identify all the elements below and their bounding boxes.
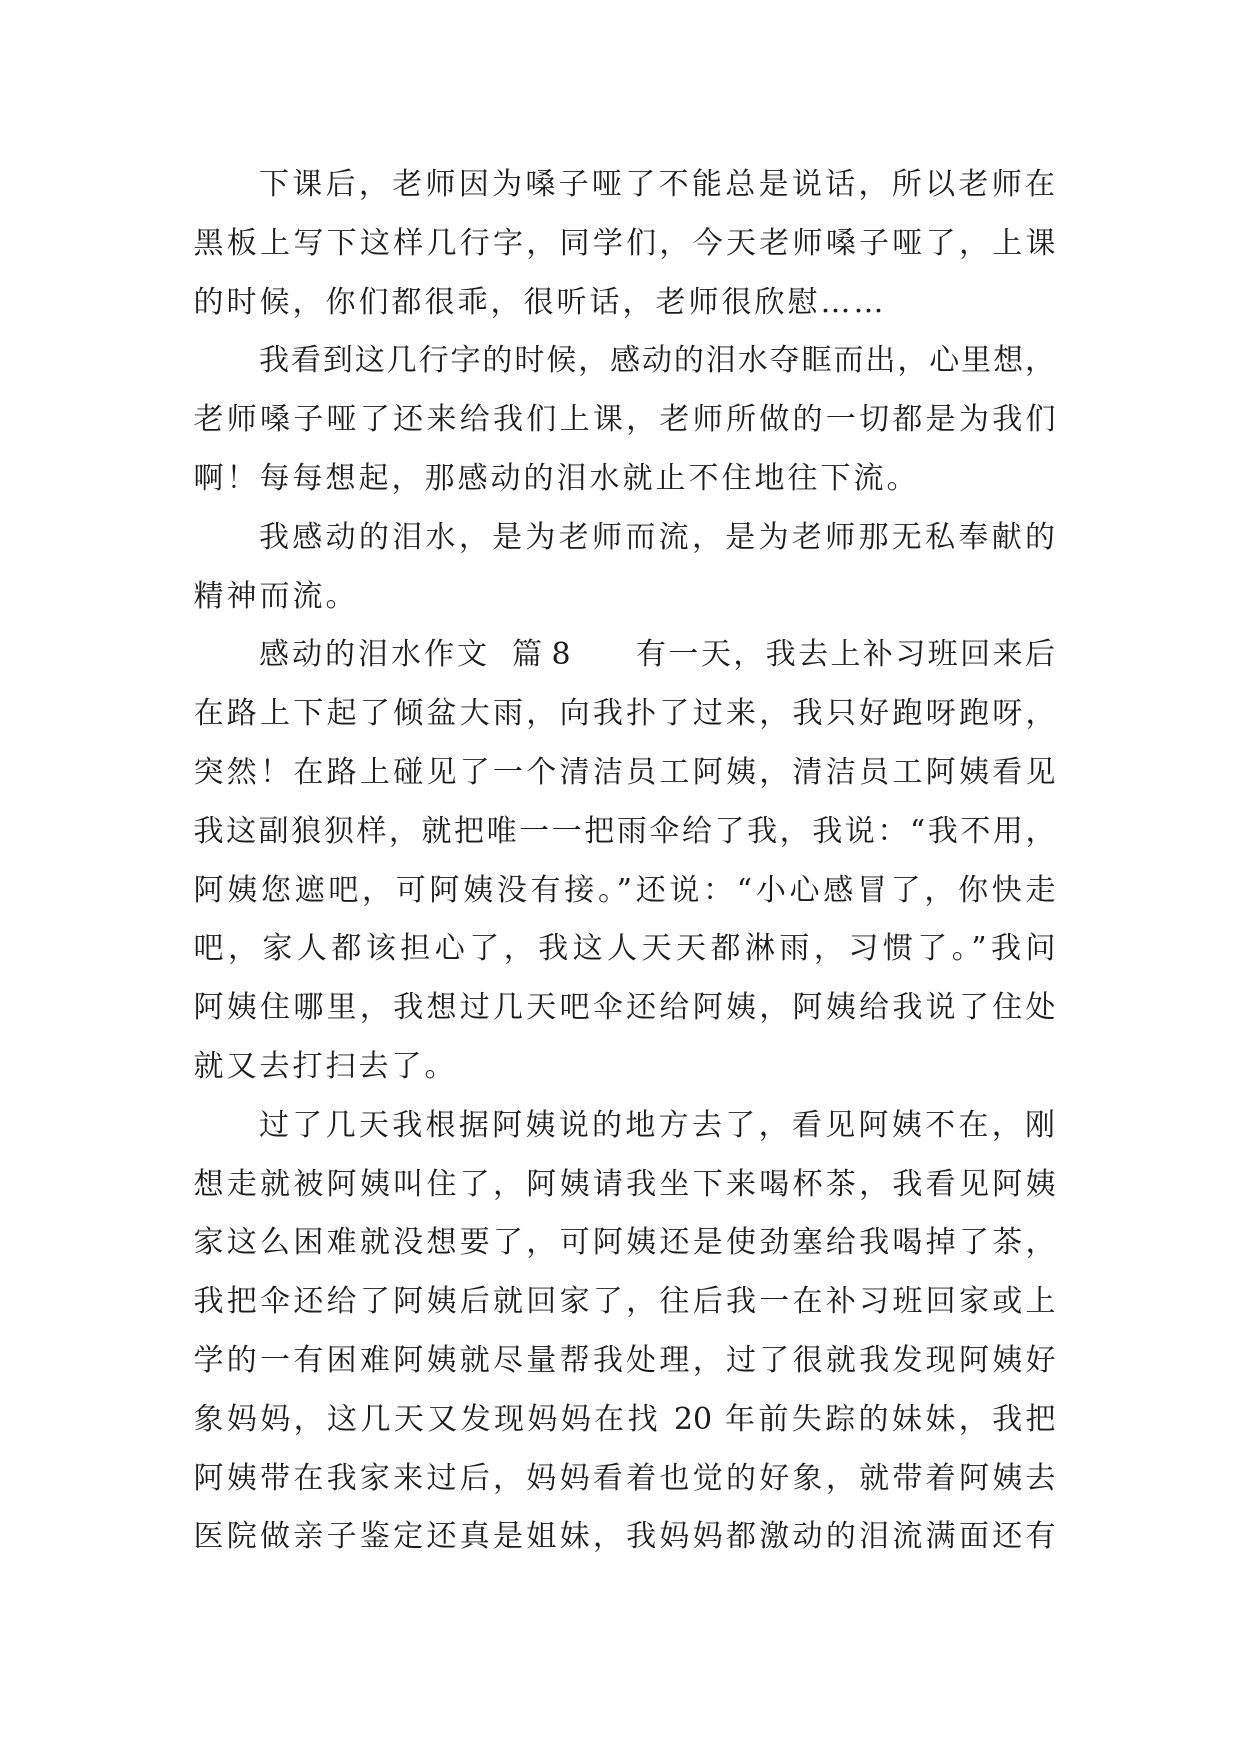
text-line: 阿姨带在我家来过后，妈妈看着也觉的好象，就带着阿姨去 bbox=[193, 1460, 1056, 1496]
text-line: 家这么困难就没想要了，可阿姨还是使劲塞给我喝掉了茶， bbox=[193, 1225, 1056, 1261]
text-line: 我这副狼狈样，就把唯一一把雨伞给了我，我说：“我不用， bbox=[193, 813, 1056, 849]
text-line: 想走就被阿姨叫住了，阿姨请我坐下来喝杯茶，我看见阿姨 bbox=[193, 1166, 1056, 1202]
text-line: 的时候，你们都很乖，很听话，老师很欣慰…… bbox=[193, 284, 887, 320]
text-line: 有一天，我去上补习班回来后 bbox=[636, 637, 1055, 673]
text-line: 我把伞还给了阿姨后就回家了，往后我一在补习班回家或上 bbox=[193, 1284, 1056, 1320]
text-line: 下课后，老师因为嗓子哑了不能总是说话，所以老师在 bbox=[259, 167, 1055, 202]
text-line: 阿姨住哪里，我想过几天吧伞还给阿姨，阿姨给我说了住处 bbox=[193, 990, 1056, 1026]
text-line: 医院做亲子鉴定还真是姐妹，我妈妈都激动的泪流满面还有 bbox=[193, 1519, 1056, 1555]
text-line: 学的一有困难阿姨就尽量帮我处理，过了很就我发现阿姨好 bbox=[193, 1343, 1056, 1378]
text-line: 黑板上写下这样几行字，同学们，今天老师嗓子哑了，上课 bbox=[193, 225, 1056, 261]
text-line: 我感动的泪水，是为老师而流，是为老师那无私奉献的 bbox=[259, 519, 1055, 555]
text-line: 就又去打扫去了。 bbox=[193, 1049, 458, 1084]
text-line: 吧，家人都该担心了，我这人天天都淋雨，习惯了。”我问 bbox=[193, 931, 1056, 967]
text-line: 精神而流。 bbox=[193, 578, 359, 614]
text-line: 啊！每每想起，那感动的泪水就止不住地往下流。 bbox=[193, 461, 920, 496]
text-line: 象妈妈，这几天又发现妈妈在找 20 年前失踪的妹妹，我把 bbox=[193, 1401, 1056, 1437]
text-line: 突然！在路上碰见了一个清洁员工阿姨，清洁员工阿姨看见 bbox=[193, 755, 1056, 790]
text-line: 过了几天我根据阿姨说的地方去了，看见阿姨不在，刚 bbox=[259, 1107, 1055, 1143]
section-part-label: 篇 8 bbox=[512, 637, 571, 673]
text-line: 老师嗓子哑了还来给我们上课，老师所做的一切都是为我们 bbox=[193, 402, 1056, 438]
section-heading-line bbox=[0, 626, 1241, 685]
text-line: 我看到这几行字的时候，感动的泪水夺眶而出，心里想， bbox=[259, 343, 1055, 379]
text-line: 在路上下起了倾盆大雨，向我扑了过来，我只好跑呀跑呀， bbox=[193, 696, 1056, 732]
text-line: 阿姨您遮吧，可阿姨没有接。”还说：“小心感冒了，你快走 bbox=[193, 872, 1056, 908]
section-title: 感动的泪水作文 bbox=[259, 637, 490, 673]
